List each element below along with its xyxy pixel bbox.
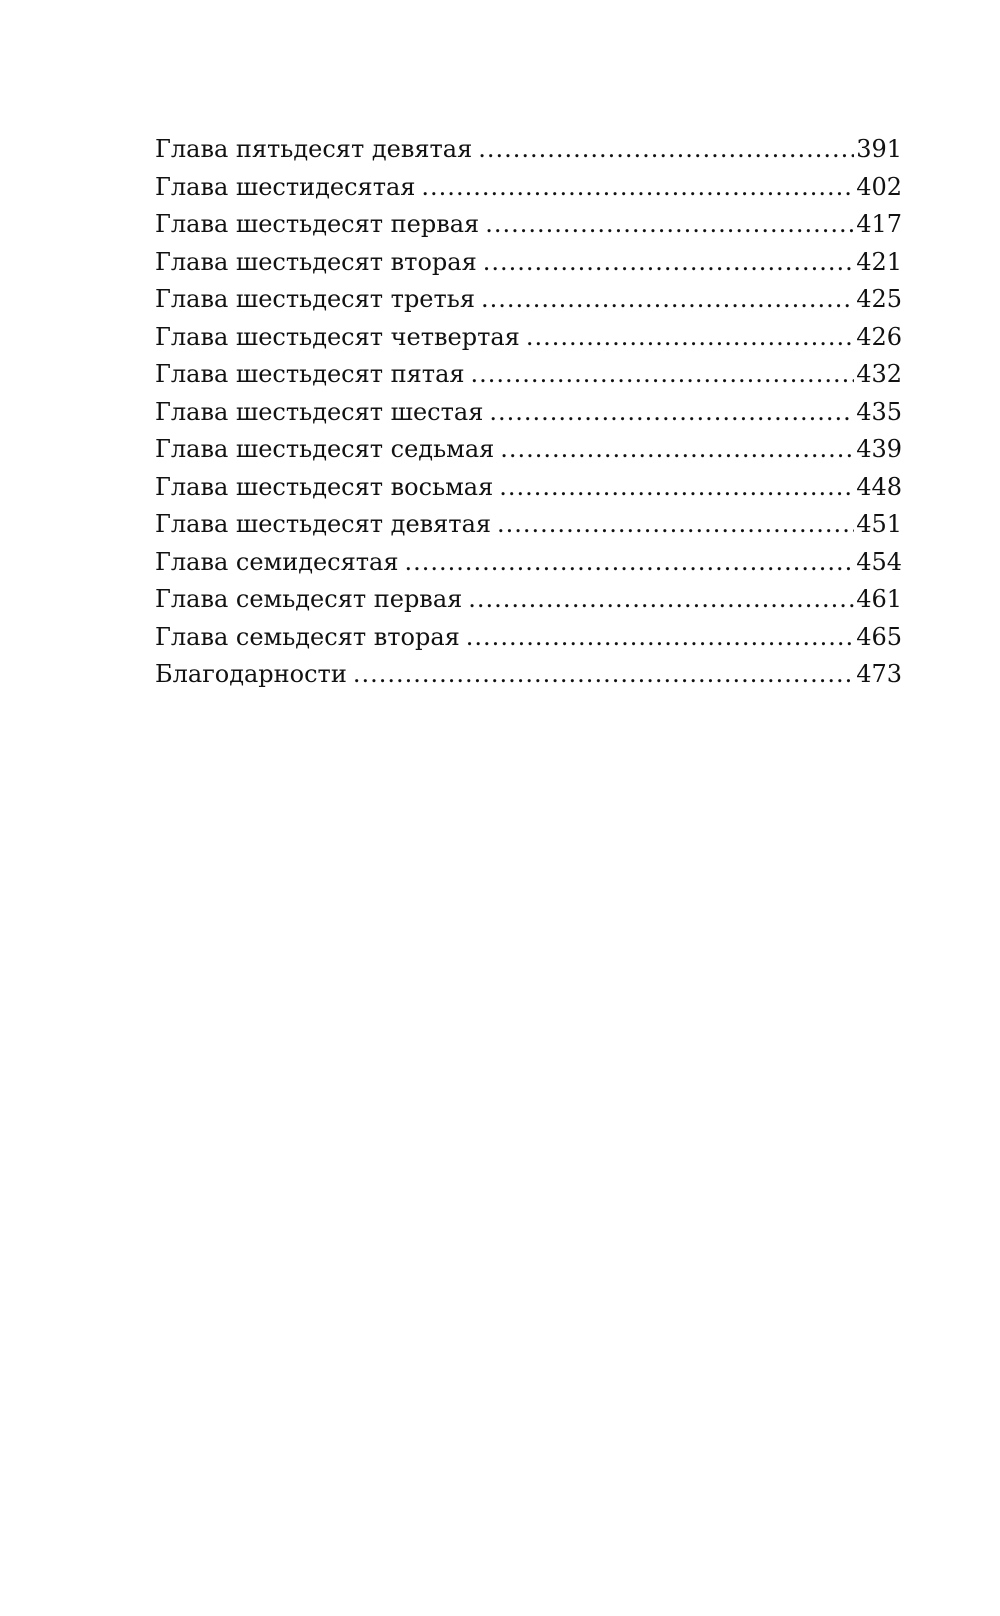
toc-entry-title: Глава шестьдесят шестая (155, 397, 484, 426)
toc-entry (155, 169, 902, 207)
toc-entry-page: 448 (856, 472, 902, 501)
toc-dot-leader (478, 131, 854, 169)
toc-entry (155, 356, 902, 394)
toc-entry-title: Глава шестьдесят седьмая (155, 435, 495, 463)
toc-dot-leader (499, 469, 854, 507)
table-of-contents (155, 131, 902, 694)
toc-entry-page: 432 (856, 360, 902, 388)
toc-dot-leader (471, 356, 855, 394)
toc-entry (155, 581, 902, 619)
toc-dot-leader (483, 244, 854, 282)
toc-entry (155, 206, 902, 244)
toc-dot-leader (405, 544, 855, 582)
toc-entry-title: Глава пятьдесят девятая (155, 135, 473, 163)
toc-dot-leader (526, 319, 854, 357)
toc-entry (155, 656, 902, 694)
toc-entry-page: 454 (856, 547, 902, 576)
toc-entry (155, 244, 902, 282)
toc-entry (155, 319, 902, 357)
toc-entry (155, 619, 902, 657)
toc-entry (155, 544, 902, 582)
toc-dot-leader (497, 506, 854, 544)
toc-entry-page: 439 (856, 435, 902, 463)
toc-entry-title: Глава шестьдесят восьмая (155, 472, 494, 501)
toc-entry (155, 394, 902, 432)
toc-entry-title: Глава шестьдесят девятая (155, 510, 492, 538)
toc-entry-page: 391 (856, 135, 902, 163)
toc-entry-page: 465 (856, 622, 902, 651)
toc-dot-leader (485, 206, 854, 244)
toc-entry-title: Глава шестьдесят четвертая (155, 322, 520, 351)
toc-entry-title: Глава семьдесят первая (155, 585, 463, 613)
toc-entry-title: Глава шестьдесят третья (155, 285, 475, 313)
toc-entry-title: Глава семьдесят вторая (155, 622, 460, 651)
toc-entry-page: 473 (856, 660, 902, 688)
toc-entry-title: Глава шестьдесят первая (155, 210, 480, 238)
toc-entry (155, 281, 902, 319)
toc-entry (155, 469, 902, 507)
toc-entry-title: Глава семидесятая (155, 547, 399, 576)
toc-dot-leader (353, 656, 854, 694)
toc-dot-leader (421, 169, 854, 207)
toc-entry-page: 435 (856, 397, 902, 426)
toc-entry-title: Глава шестьдесят пятая (155, 360, 465, 388)
toc-entry-page: 461 (856, 585, 902, 613)
toc-dot-leader (500, 431, 854, 469)
toc-entry-page: 402 (856, 172, 902, 201)
toc-entry (155, 131, 902, 169)
toc-entry (155, 506, 902, 544)
toc-entry-page: 426 (856, 322, 902, 351)
toc-entry-title: Глава шестидесятая (155, 172, 416, 201)
toc-dot-leader (468, 581, 854, 619)
toc-dot-leader (481, 281, 854, 319)
toc-dot-leader (489, 394, 854, 432)
toc-entry-page: 417 (856, 210, 902, 238)
toc-entry-title: Благодарности (155, 660, 347, 688)
toc-entry-title: Глава шестьдесят вторая (155, 247, 477, 276)
toc-dot-leader (466, 619, 854, 657)
toc-entry (155, 431, 902, 469)
toc-entry-page: 425 (856, 285, 902, 313)
toc-entry-page: 421 (856, 247, 902, 276)
toc-entry-page: 451 (856, 510, 902, 538)
